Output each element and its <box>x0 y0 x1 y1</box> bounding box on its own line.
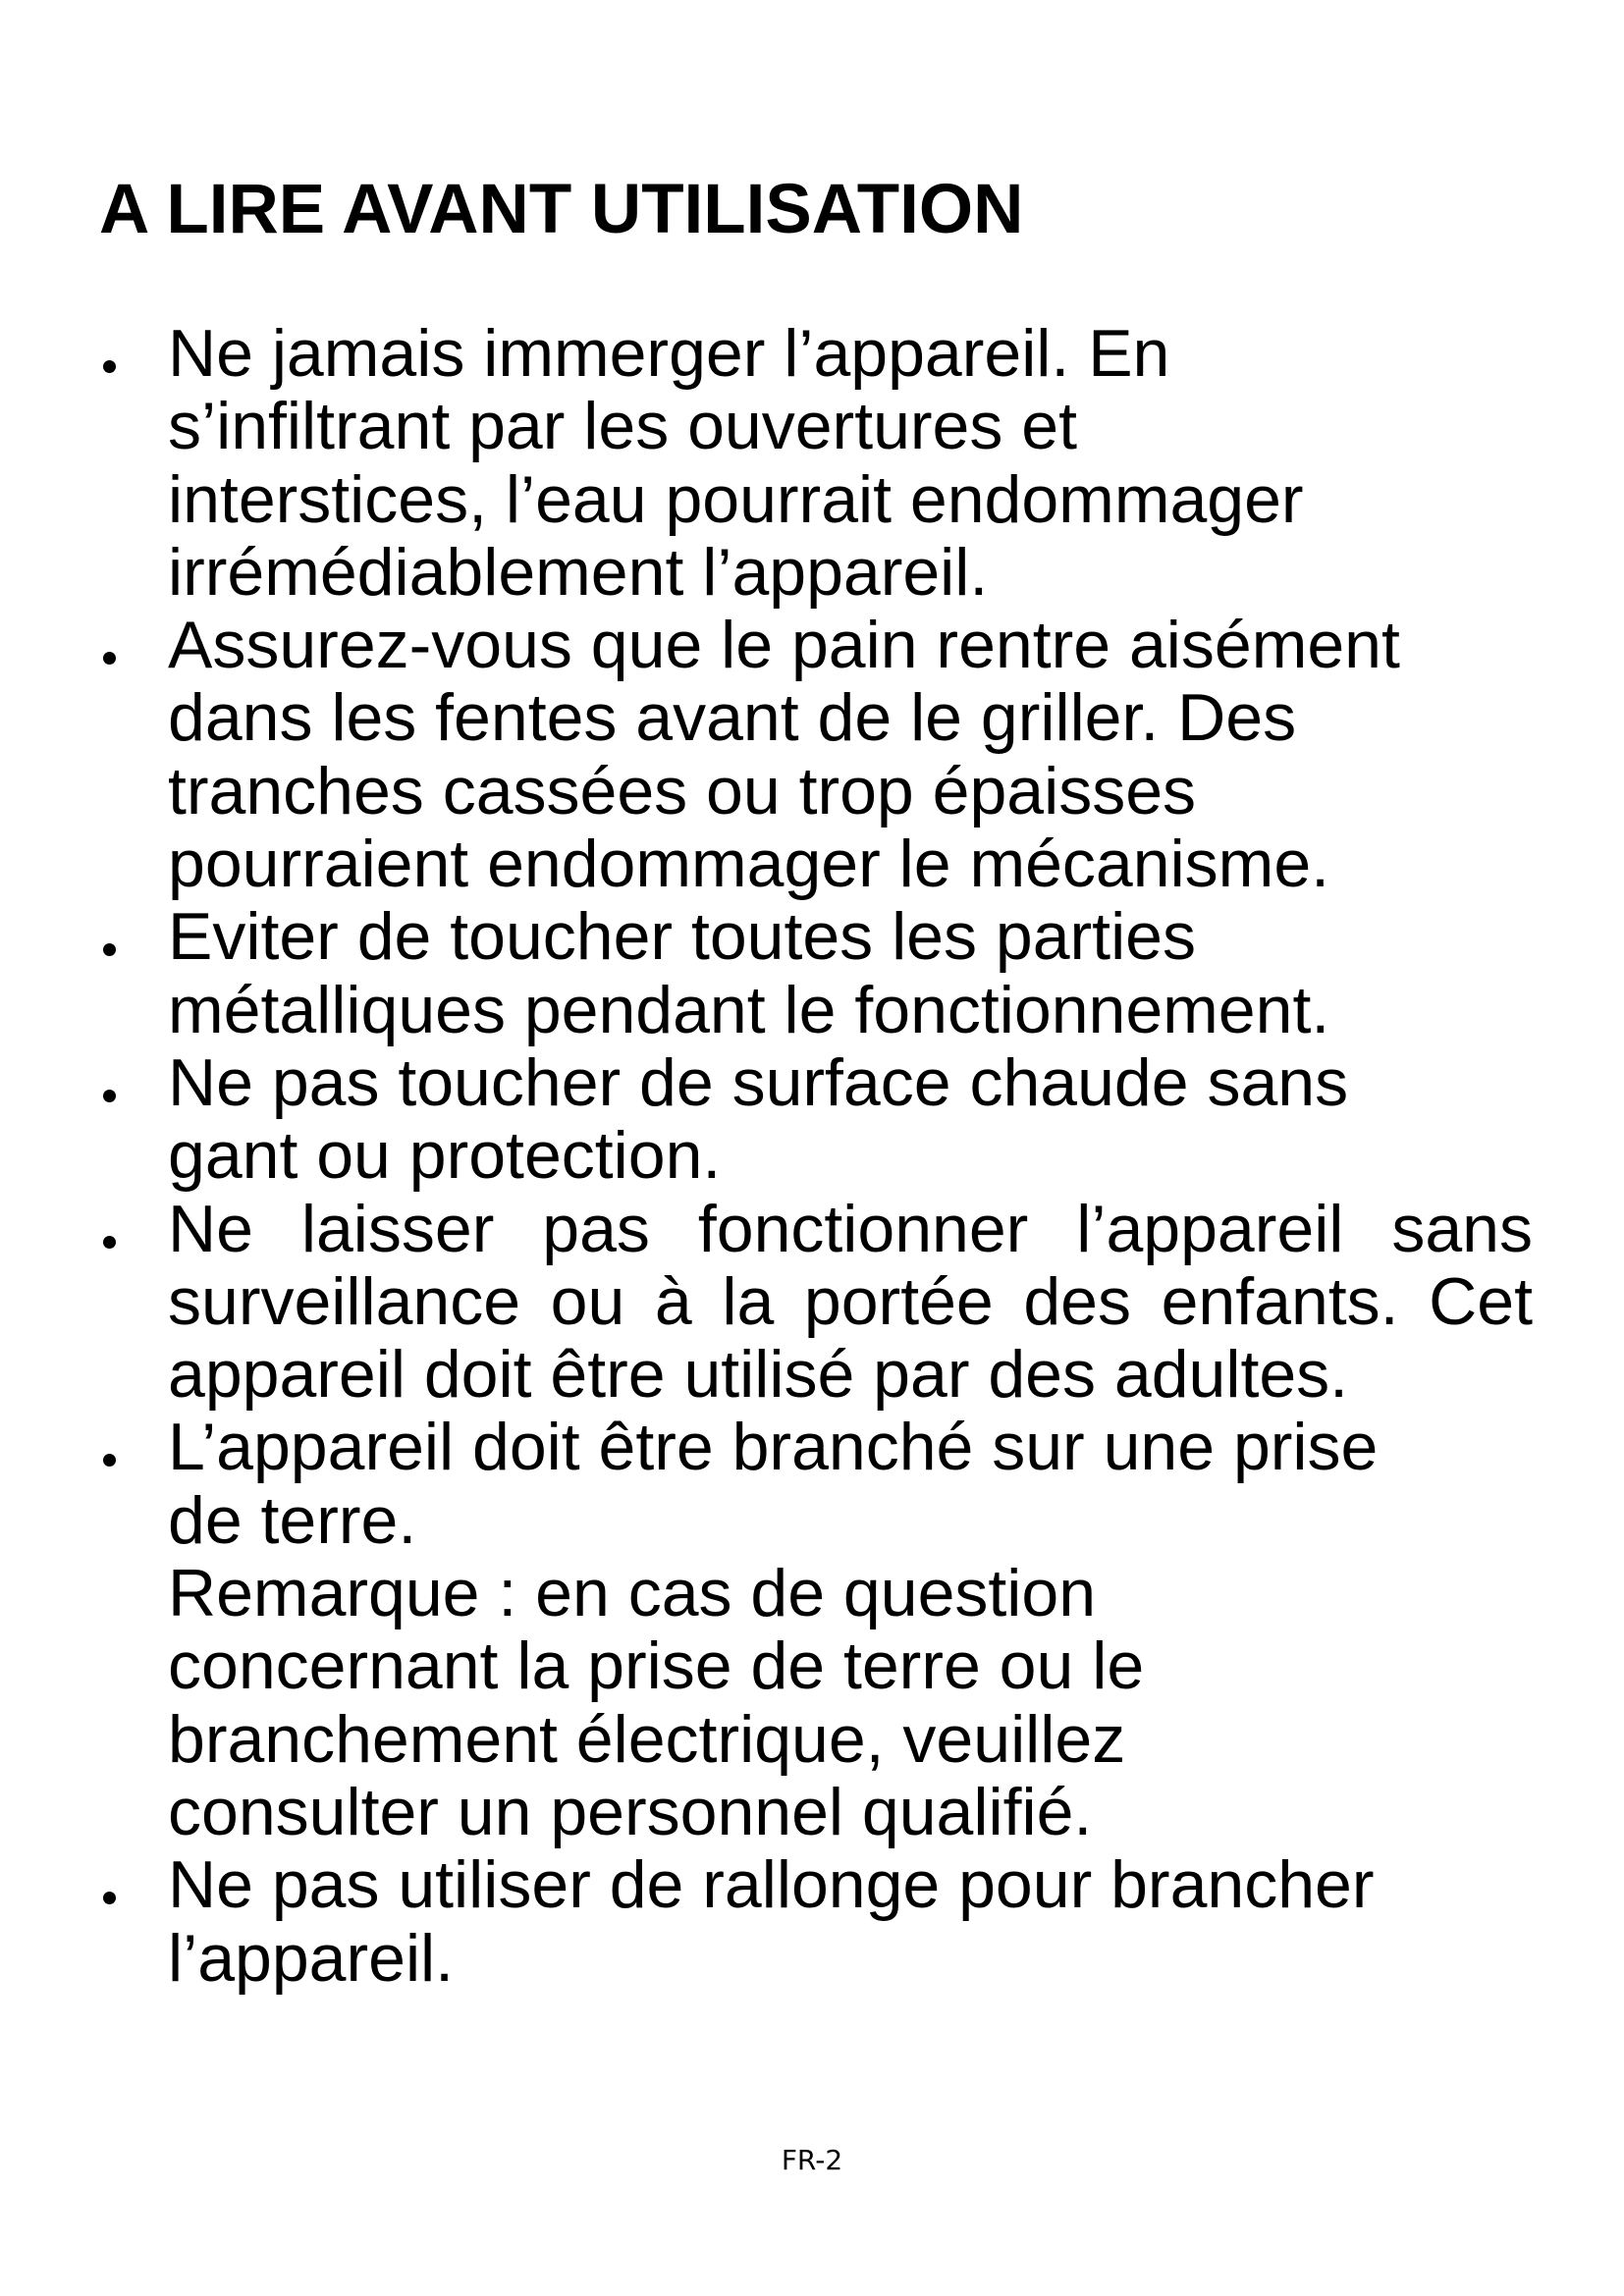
text-line: consulter un personnel qualifié. <box>168 1774 1093 1849</box>
text-line: dans les fentes avant de le griller. Des <box>168 680 1297 756</box>
list-item-text <box>168 1411 1624 1848</box>
text-line: Assurez-vous que le pain rentre aisément <box>168 608 1400 683</box>
bullet-icon <box>100 1193 122 1265</box>
bullet-icon <box>100 609 122 681</box>
bullet-icon <box>100 1848 122 1921</box>
text-line: concernant la prise de terre ou le <box>168 1629 1145 1704</box>
page-title: A LIRE AVANT UTILISATION <box>99 171 1024 248</box>
list-item <box>0 317 1624 609</box>
text-line: L’appareil doit être branché sur une prise <box>168 1410 1379 1485</box>
list-item-text <box>168 900 1624 1046</box>
text-line: irrémédiablement l’appareil. <box>168 534 989 610</box>
list-item <box>0 1848 1624 1995</box>
bullet-icon <box>100 317 122 390</box>
list-item-text <box>168 609 1624 900</box>
bullet-icon <box>100 900 122 973</box>
text-line: Eviter de toucher toutes les parties <box>168 899 1196 975</box>
bullet-icon <box>100 1411 122 1483</box>
note-remark <box>168 1557 1624 1848</box>
text-line: métalliques pendant le fonctionnement. <box>168 972 1330 1047</box>
text-line: interstices, l’eau pourrait endommager <box>168 461 1304 537</box>
list-item-text <box>168 1046 1624 1193</box>
list-item <box>0 1411 1624 1848</box>
text-line: tranches cassées ou trop épaisses <box>168 753 1197 828</box>
text-line: l’appareil. <box>168 1920 455 1996</box>
list-item <box>0 900 1624 1046</box>
page-number: FR-2 <box>781 2144 843 2176</box>
text-line: gant ou protection. <box>168 1118 722 1194</box>
text-line: s’infiltrant par les ouvertures et <box>168 389 1077 464</box>
list-item <box>0 1046 1624 1193</box>
text-line: Ne jamais immerger l’appareil. En <box>168 316 1170 391</box>
text-line: pourraient endommager le mécanisme. <box>168 827 1330 902</box>
list-item <box>0 609 1624 900</box>
list-item-text <box>168 317 1624 609</box>
text-line: Ne pas utiliser de rallonge pour brancher <box>168 1847 1375 1923</box>
text-line: Ne pas toucher de surface chaude sans <box>168 1044 1349 1120</box>
bullet-icon <box>100 1046 122 1119</box>
list-item-text: Ne laisser pas fonctionner l’appareil sans surveillance ou à la portée des enfants. Cet appareil doit être utilisé par des adultes. <box>168 1191 1533 1413</box>
list-item-text <box>168 1848 1624 1995</box>
text-line: Remarque : en cas de question <box>168 1556 1097 1631</box>
text-line: de terre. <box>168 1482 417 1558</box>
safety-instructions-list <box>0 317 1624 1995</box>
list-item <box>0 1193 1624 1412</box>
text-line: branchement électrique, veuillez <box>168 1701 1126 1777</box>
